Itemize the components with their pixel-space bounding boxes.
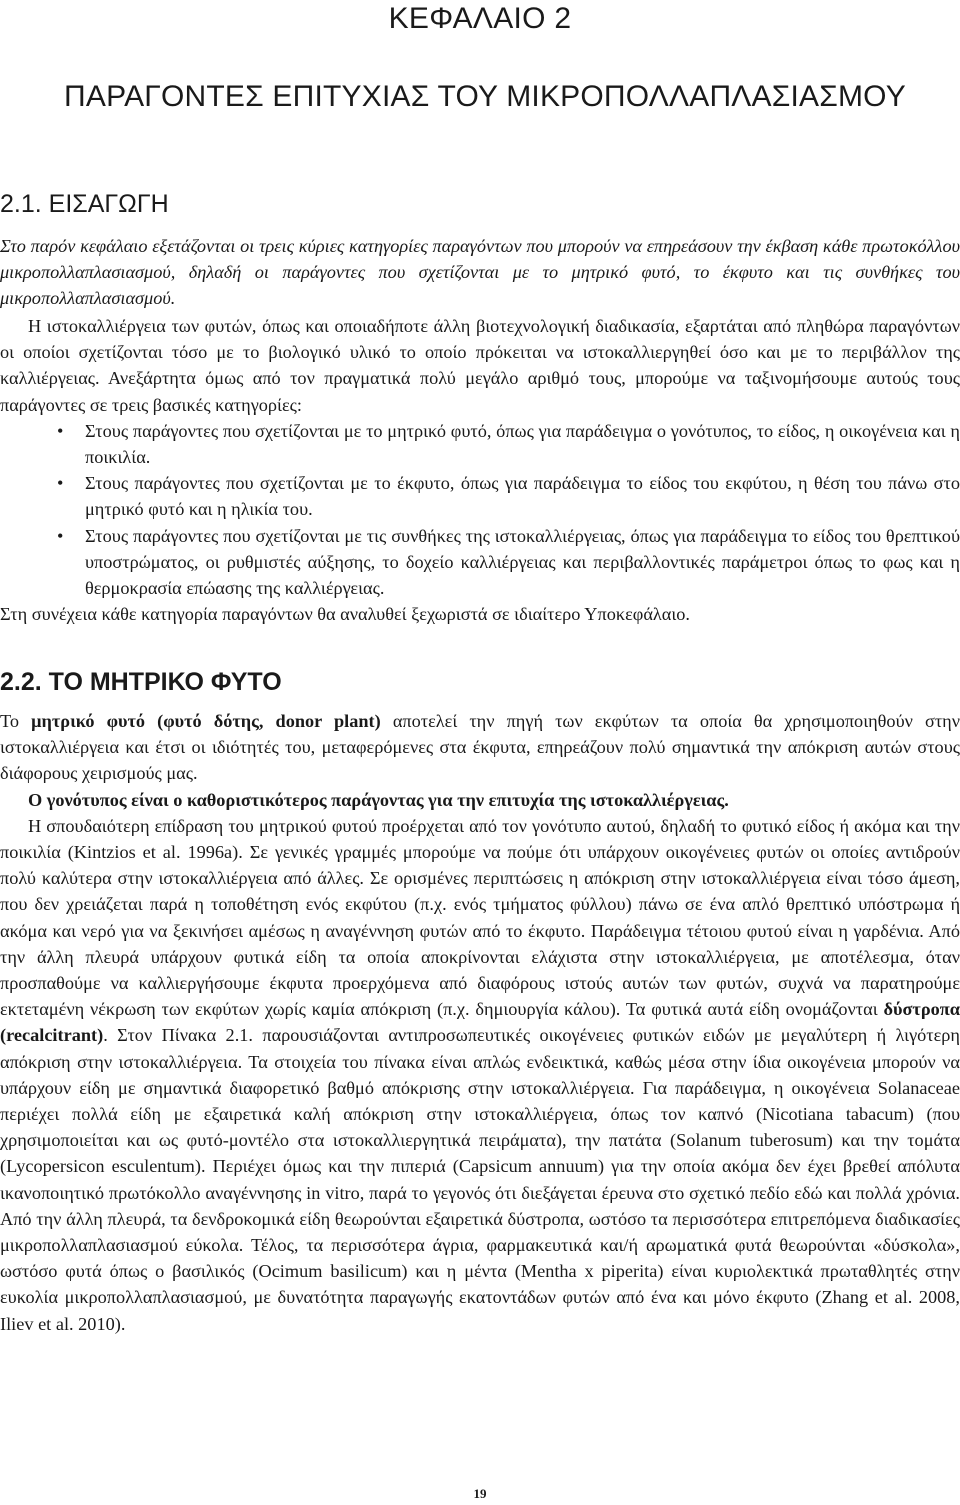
p3-part-a: Η σπουδαιότερη επίδραση του μητρικού φυτού προέρχεται από τον γονότυπο αυτού, δηλαδή το φυτικό είδος ή ακόμα και την ποικιλία (Kintzios et al. 1996a). Σε γενικές γραμμές μπορούμε να πούμε ότι υπάρχουν οικογένειες φυτών οι οποίες αντιδρούν πολύ καλύτερα στην ιστοκαλλιέργεια από άλλες. Σε ορισμένες περιπτώσεις η απόκριση στην ιστοκαλλιέργεια είναι τόσο άμεση, που δεν χρειάζεται παρά η τοποθέτηση ενός εκφύτου (π.χ. ενός τμήματος φύλλου) πάνω σε ένα απλό θρεπτικό υπόστρωμα ή ακόμα και νερό για να ξεκινήσει αμέσως η αναγέννηση φυτών από το έκφυτο. Παράδειγμα τέτοιου φυτού είναι η γαρδένια. Από την άλλη πλευρά υπάρχουν φυτικά είδη τα οποία αποκρίνονται ελάχιστα στην ιστοκαλλιέργεια, με αποτέλεσμα, όταν προσπαθούμε να καλλιεργήσουμε έκφυτα προερχόμενα από διαφόρους ιστούς αυτών των φυτών, συχνά να παρατηρούμε εκτεταμένη νέκρωση των εκφύτων χωρίς καμία απόκριση (π.χ. δημιουργία κάλου). Τα φυτικά αυτά είδη ονομάζονται	[0, 815, 960, 1020]
p1-pre: Το	[0, 711, 32, 731]
mother-plant-paragraph	[0, 708, 960, 787]
recalcitrant-term: δύστροπα (recalcitrant)	[0, 999, 960, 1046]
introduction-body	[0, 313, 960, 627]
p3-part-b: . Στον Πίνακα 2.1. παρουσιάζονται αντιπροσωπευτικές οικογένειες φυτικών ειδών με μεγαλύτερη ή λιγότερη απόκριση στην ιστοκαλλιέργεια. Τα στοιχεία του πίνακα είναι απλώς ενδεικτικά, καθώς μέσα στην ίδια οικογένεια μπορούν να υπάρχουν είδη με σημαντικά διαφορετικό βαθμό απόκρισης στην ιστοκαλλιέργεια. Για παράδειγμα, η οικογένεια Solanaceae περιέχει πολλά είδη με εξαιρετικά καλή απόκριση στην ιστοκαλλιέργεια, όπως τον καπνό (Nicotiana tabacum) (που χρησιμοποιείται και ως φυτό-μοντέλο στα ιστοκαλλιεργητικά πειράματα), την πατάτα (Solanum tuberosum) και την τομάτα (Lycopersicon esculentum). Περιέχει όμως και την πιπεριά (Capsicum annuum) για την οποία ακόμα δεν έχει βρεθεί απόλυτα ικανοποιητικό πρωτόκολλο αναγέννησης in vitro, παρά το γεγονός ότι διεξάγεται έρευνα στο σχετικό πεδίο εδώ και πολλά χρόνια. Από την άλλη πλευρά, τα δενδροκομικά είδη θεωρούνται εξαιρετικά δύστροπα, ωστόσο τα περισσότερα επιτρεπόμενα διαδικασίες μικροπολλαπλασιασμού εύκολα. Τέλος, τα περισσότερα άγρια, φαρμακευτικά και/ή αρωματικά φυτά θεωρούνται «δύσκολα», ωστόσο φυτά όπως ο βασιλικός (Ocimum basilicum) και η μέντα (Mentha x piperita) είναι κυριολεκτικά πρωταθλητές στην ευκολία μικροπολλαπλασιασμού, με δυνατότητα παραγωγής εκατοντάδων φυτών από ένα και μόνο έκφυτο (Zhang et al. 2008, Iliev et al. 2010).	[0, 1025, 960, 1334]
intro-italic-paragraph: Στο παρόν κεφάλαιο εξετάζονται οι τρεις κύριες κατηγορίες παραγόντων που μπορούν να επηρεάσουν την έκβαση κάθε πρωτοκόλλου μικροπολλαπλασιασμού, δηλαδή οι παράγοντες που σχετίζονται με το μητρικό φυτό, το έκφυτο και τις συνθήκες του μικροπολλαπλασιασμού.	[0, 236, 960, 309]
mother-plant-body	[0, 708, 960, 1337]
genotype-statement-bold: Ο γονότυπος είναι ο καθοριστικότερος παράγοντας για την επιτυχία της ιστοκαλλιέργειας.	[28, 789, 729, 810]
list-item-text: Στους παράγοντες που σχετίζονται με τις συνθήκες της ιστοκαλλιέργειας, όπως για παράδειγμα το είδος του θρεπτικού υποστρώματος, οι ρυθμιστές αύξησης, το δοχείο καλλιέργειας και περιβαλλοντικές παράμετροι όπως το φως και η θερμοκρασία επώασης της καλλιέργειας.	[85, 525, 960, 599]
chapter-label: ΚΕΦΑΛΑΙΟ 2	[388, 2, 572, 35]
genotype-statement	[0, 787, 960, 813]
section-heading-introduction: 2.1. ΕΙΣΑΓΩΓΗ	[0, 190, 169, 218]
bullet-icon: •	[57, 473, 64, 494]
factor-categories-list	[0, 418, 960, 601]
section-heading-mother-plant: 2.2. ΤΟ ΜΗΤΡΙΚΟ ΦΥΤΟ	[0, 668, 282, 696]
genotype-discussion	[0, 813, 960, 1337]
chapter-title: ΠΑΡΑΓΟΝΤΕΣ ΕΠΙΤΥΧΙΑΣ ΤΟΥ ΜΙΚΡΟΠΟΛΛΑΠΛΑΣΙΑΣΜΟΥ	[64, 80, 906, 113]
intro-paragraph-part-a: Η ιστοκαλλιέργεια των φυτών, όπως και οποιαδήποτε άλλη βιοτεχνολογική διαδικασία, εξαρτάται από πληθώρα παραγόντων οι οποίοι σχετίζονται τόσο με το βιολογικό υλικό το οποίο πρόκειται να ιστοκαλλιεργηθεί όσο και με το περιβάλλον της καλλιέργειας.	[0, 316, 960, 389]
introduction-paragraph	[0, 313, 960, 418]
list-item-text: Στους παράγοντες που σχετίζονται με το μητρικό φυτό, όπως για παράδειγμα ο γονότυπος, το είδος, η οικογένεια και η ποικιλία.	[85, 420, 960, 468]
intro-abstract	[0, 233, 960, 312]
list-item	[0, 470, 960, 522]
donor-plant-term: μητρικό φυτό (φυτό δότης, donor plant)	[31, 711, 381, 731]
intro-paragraph-part-b: Ανεξάρτητα όμως από τον πραγματικά πολύ μεγάλο αριθμό τους, μπορούμε να ταξινομήσουμε αυτούς τους παράγοντες σε τρεις βασικές κατηγορίες:	[0, 368, 960, 415]
bullet-icon: •	[57, 420, 64, 441]
list-item	[0, 523, 960, 602]
introduction-closing: Στη συνέχεια κάθε κατηγορία παραγόντων θα αναλυθεί ξεχωριστά σε ιδιαίτερο Υποκεφάλαιο.	[0, 604, 690, 625]
p1-post: αποτελεί την πηγή των εκφύτων τα οποία θα χρησιμοποιηθούν στην ιστοκαλλιέργεια και έτσι οι ιδιότητές του, μεταφερόμενες στα έκφυτα, επηρεάζουν πολύ σημαντικά την απόκριση αυτών στους διάφορους χειρισμούς μας.	[0, 711, 960, 784]
bullet-icon: •	[57, 525, 64, 546]
list-item	[0, 418, 960, 470]
list-item-text: Στους παράγοντες που σχετίζονται με το έκφυτο, όπως για παράδειγμα το είδος του εκφύτου, η θέση του πάνω στο μητρικό φυτό και η ηλικία του.	[85, 473, 960, 520]
page-number: 19	[473, 1486, 487, 1501]
